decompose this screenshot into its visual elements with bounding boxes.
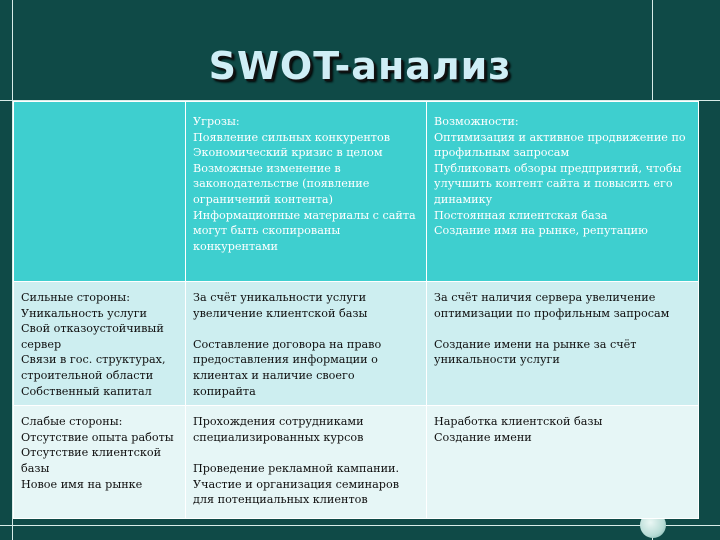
cell-weaknesses-label: Слабые стороны: Отсутствие опыта работы Отсутствие клиентской базы Новое имя на рынке xyxy=(14,406,186,519)
table-row-header xyxy=(14,102,699,282)
cell-opportunities-header: Возможности: Оптимизация и активное продвижение по профильным запросам Публиковать обзоры предприятий, чтобы улучшить контент сайта и повысить его динамику Постоянная клиентская база Создание имя на рынке, репутацию xyxy=(427,102,699,282)
cell-weaknesses-opportunities: Наработка клиентской базы Создание имени xyxy=(427,406,699,519)
cell-strengths-threats: За счёт уникальности услуги увеличение клиентской базы Составление договора на право предоставления информации о клиентах и наличие своего копирайта xyxy=(186,282,427,406)
table-row-weaknesses xyxy=(14,406,699,519)
decor-horizontal-line-bottom xyxy=(0,525,720,526)
swot-table xyxy=(13,101,699,519)
cell-threats-header: Угрозы: Появление сильных конкурентов Экономический кризис в целом Возможные изменение в законодательстве (появление ограничений контента) Информационные материалы с сайта могут быть скопированы конкурентами xyxy=(186,102,427,282)
table-row-strengths xyxy=(14,282,699,406)
cell-weaknesses-threats: Прохождения сотрудниками специализированных курсов Проведение рекламной кампании. Участие и организация семинаров для потенциальных клиентов xyxy=(186,406,427,519)
cell-corner xyxy=(14,102,186,282)
slide-title: SWOT-анализ xyxy=(208,44,512,88)
cell-strengths-label: Сильные стороны: Уникальность услуги Свой отказоустойчивый сервер Связи в гос. структурах, строительной области Собственный капитал xyxy=(14,282,186,406)
cell-strengths-opportunities: За счёт наличия сервера увеличение оптимизации по профильным запросам Создание имени на рынке за счёт уникальности услуги xyxy=(427,282,699,406)
